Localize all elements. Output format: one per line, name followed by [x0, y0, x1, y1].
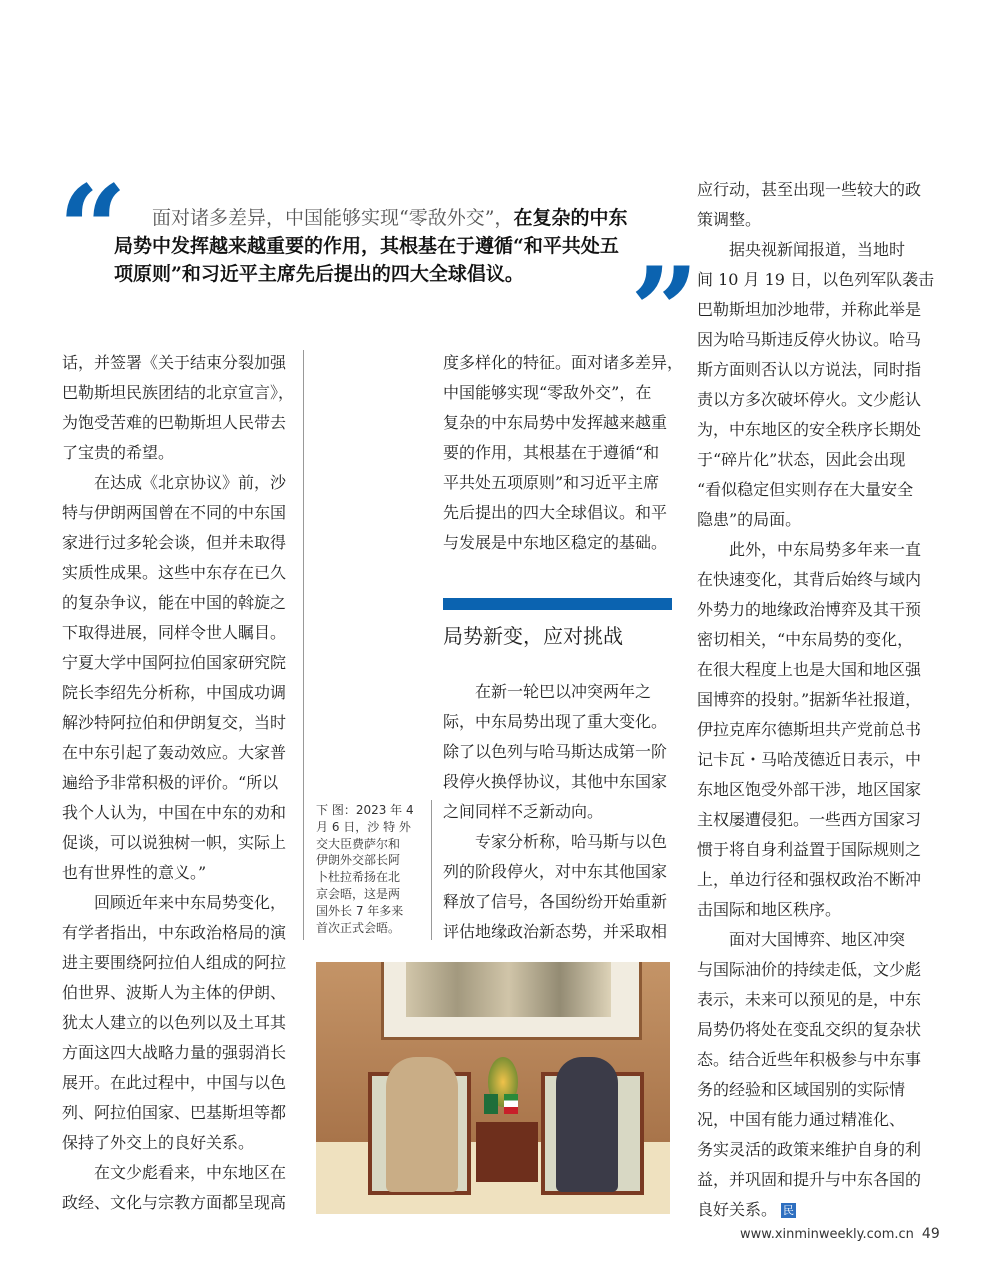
- caption-line: 下 图：2023 年 4: [316, 803, 414, 817]
- iran-flag-icon: [504, 1094, 518, 1114]
- body-column-2-top: [443, 348, 684, 558]
- text-line: 务的经验和区域国别的实际情: [697, 1080, 906, 1099]
- text-line: 击国际和地区秩序。: [697, 900, 842, 919]
- text-line: 在快速变化，其背后始终与域内: [697, 570, 922, 589]
- text-line: 为饱受苦难的巴勒斯坦人民带去: [62, 413, 287, 432]
- footer-url: www.xinminweekly.com.cn: [740, 1227, 914, 1242]
- text-line: “看似稳定但实则存在大量安全: [697, 480, 914, 499]
- text-line: 主权屡遭侵犯。一些西方国家习: [697, 810, 922, 829]
- text-line: 的复杂争议，能在中国的斡旋之: [62, 593, 287, 612]
- text-line: 家进行过多轮会谈，但并未取得: [62, 533, 287, 552]
- text-line: 下取得进展，同样令世人瞩目。: [62, 623, 287, 642]
- page-footer: [740, 1226, 940, 1242]
- photo-painting-art: [406, 962, 611, 1017]
- text-line: 复杂的中东局势中发挥越来越重: [443, 413, 668, 432]
- text-line: 于“碎片化”状态，因此会出现: [697, 450, 906, 469]
- text-line: 与国际油价的持续走低，文少彪: [697, 960, 922, 979]
- text-line: 实质性成果。这些中东存在已久: [62, 563, 287, 582]
- text-line: 在新一轮巴以冲突两年之: [443, 682, 652, 701]
- text-line: 务实灵活的政策来维护自身的利: [697, 1140, 922, 1159]
- text-line: 策调整。: [697, 210, 762, 229]
- text-line: 在很大程度上也是大国和地区强: [697, 660, 922, 679]
- text-line: 段停火换俘协议，其他中东国家: [443, 772, 668, 791]
- text-line: 特与伊朗两国曾在不同的中东国: [62, 503, 287, 522]
- text-line: 国博弈的投射。”据新华社报道，: [697, 690, 922, 709]
- text-line: 惯于将自身利益置于国际规则之: [697, 840, 922, 859]
- body-column-1: [62, 348, 294, 1218]
- text-line: 外势力的地缘政治博弈及其干预: [697, 600, 922, 619]
- text-line: 评估地缘政治新态势，并采取相: [443, 922, 668, 941]
- pull-quote: [114, 204, 629, 288]
- text-line: 宁夏大学中国阿拉伯国家研究院: [62, 653, 287, 672]
- photo-right-person: [556, 1057, 618, 1192]
- text-line: 有学者指出，中东政治格局的演: [62, 923, 287, 942]
- text-line: 斯方面则否认以方说法，同时指: [697, 360, 922, 379]
- text-line: 展开。在此过程中，中国与以色: [62, 1073, 287, 1092]
- text-line: 政经、文化与宗教方面都呈现高: [62, 1193, 287, 1212]
- pull-quote-bold: 在复杂的中东局势中发挥越来越重要的作用，其根基在于遵循“和平共处五项原则”和习近平主席先后提出的四大全球倡议。: [114, 207, 628, 285]
- text-line: 因为哈马斯违反停火协议。哈马: [697, 330, 922, 349]
- text-line: 间 10 月 19 日，以色列军队袭击: [697, 270, 935, 289]
- text-line: 释放了信号，各国纷纷开始重新: [443, 892, 668, 911]
- text-line: 中国能够实现“零敌外交”，在: [443, 383, 652, 402]
- text-line: 记卡瓦・马哈茂德近日表示，中: [697, 750, 922, 769]
- text-line: 局势仍将处在变乱交织的复杂状: [697, 1020, 922, 1039]
- text-line: 面对大国博弈、地区冲突: [697, 930, 906, 949]
- caption-divider: [431, 800, 432, 940]
- text-line: 解沙特阿拉伯和伊朗复交，当时: [62, 713, 287, 732]
- text-line: 态。结合近些年积极参与中东事: [697, 1050, 922, 1069]
- text-line: 方面这四大战略力量的强弱消长: [62, 1043, 287, 1062]
- text-line: 况，中国有能力通过精准化、: [697, 1110, 906, 1129]
- text-line: 责以方多次破坏停火。文少彪认: [697, 390, 922, 409]
- caption-line: 伊朗外交部长阿: [316, 853, 401, 868]
- text-line: 表示，未来可以预见的是，中东: [697, 990, 922, 1009]
- text-line: 此外，中东局势多年来一直: [697, 540, 922, 559]
- text-line: 先后提出的四大全球倡议。和平: [443, 503, 668, 522]
- text-line: 回顾近年来中东局势变化，: [62, 893, 287, 912]
- photo-caption: [316, 802, 424, 936]
- body-column-2-bottom: [443, 677, 675, 947]
- text-line: 在文少彪看来，中东地区在: [62, 1163, 287, 1182]
- text-line: 际，中东局势出现了重大变化。: [443, 712, 668, 731]
- pull-quote-light: 面对诸多差异，中国能够实现“零敌外交”，: [152, 207, 514, 229]
- text-line: 良好关系。 民: [697, 1200, 795, 1219]
- caption-line: 京会晤，这是两: [316, 886, 401, 901]
- section-bar: [443, 598, 672, 610]
- caption-line: 交大臣费萨尔和: [316, 836, 401, 851]
- caption-line: 月 6 日，沙 特 外: [316, 819, 411, 834]
- text-line: 与发展是中东地区稳定的基础。: [443, 533, 668, 552]
- page-number: 49: [921, 1226, 940, 1242]
- photo-left-person: [386, 1057, 458, 1192]
- caption-line: 卜杜拉希扬在北: [316, 870, 401, 885]
- text-line: 巴勒斯坦加沙地带，并称此举是: [697, 300, 922, 319]
- column-divider: [303, 350, 304, 940]
- text-line: 除了以色列与哈马斯达成第一阶: [443, 742, 668, 761]
- text-line: 隐患”的局面。: [697, 510, 802, 529]
- text-line: 也有世界性的意义。”: [62, 863, 207, 882]
- text-line: 东地区饱受外部干涉，地区国家: [697, 780, 922, 799]
- text-line: 进主要围绕阿拉伯人组成的阿拉: [62, 953, 287, 972]
- text-line: 巴勒斯坦民族团结的北京宣言》，: [62, 383, 295, 402]
- text-line: 之间同样不乏新动向。: [443, 802, 604, 821]
- text-line: 保持了外交上的良好关系。: [62, 1133, 255, 1152]
- text-line: 伯世界、波斯人为主体的伊朗、: [62, 983, 287, 1002]
- text-line: 度多样化的特征。面对诸多差异，: [443, 353, 684, 372]
- text-line: 应行动，甚至出现一些较大的政: [697, 180, 922, 199]
- text-line: 在中东引起了轰动效应。大家普: [62, 743, 287, 762]
- end-mark-logo-icon: 民: [783, 1204, 795, 1217]
- text-line: 了宝贵的希望。: [62, 443, 175, 462]
- text-line: 为，中东地区的安全秩序长期处: [697, 420, 922, 439]
- text-line: 话，并签署《关于结束分裂加强: [62, 353, 287, 372]
- text-line: 列的阶段停火，对中东其他国家: [443, 862, 668, 881]
- photo-table: [476, 1122, 538, 1182]
- text-line: 伊拉克库尔德斯坦共产党前总书: [697, 720, 922, 739]
- text-line: 据央视新闻报道，当地时: [697, 240, 906, 259]
- text-line: 院长李绍先分析称，中国成功调: [62, 683, 287, 702]
- meeting-photo: [316, 962, 670, 1214]
- text-line: 犹太人建立的以色列以及土耳其: [62, 1013, 287, 1032]
- text-line: 我个人认为，中国在中东的劝和: [62, 803, 287, 822]
- text-line: 在达成《北京协议》前，沙: [62, 473, 287, 492]
- text-line: 列、阿拉伯国家、巴基斯坦等都: [62, 1103, 287, 1122]
- caption-line: 首次正式会晤。: [316, 920, 401, 935]
- section-heading: 局势新变，应对挑战: [443, 624, 623, 648]
- text-line: 上，单边行径和强权政治不断冲: [697, 870, 922, 889]
- text-line: 益，并巩固和提升与中东各国的: [697, 1170, 922, 1189]
- text-line: 要的作用，其根基在于遵循“和: [443, 443, 660, 462]
- text-line: 遍给予非常积极的评价。“所以: [62, 773, 279, 792]
- text-line: 促谈，可以说独树一帜，实际上: [62, 833, 287, 852]
- text-line: 平共处五项原则”和习近平主席: [443, 473, 660, 492]
- caption-line: 国外长 7 年多来: [316, 903, 404, 918]
- body-column-3: [697, 175, 935, 1225]
- saudi-flag-icon: [484, 1094, 498, 1114]
- text-line: 密切相关，“中东局势的变化，: [697, 630, 914, 649]
- open-quote-mark-icon: “: [58, 159, 128, 300]
- text-line: 专家分析称，哈马斯与以色: [443, 832, 668, 851]
- close-quote-mark-icon: ”: [630, 241, 700, 382]
